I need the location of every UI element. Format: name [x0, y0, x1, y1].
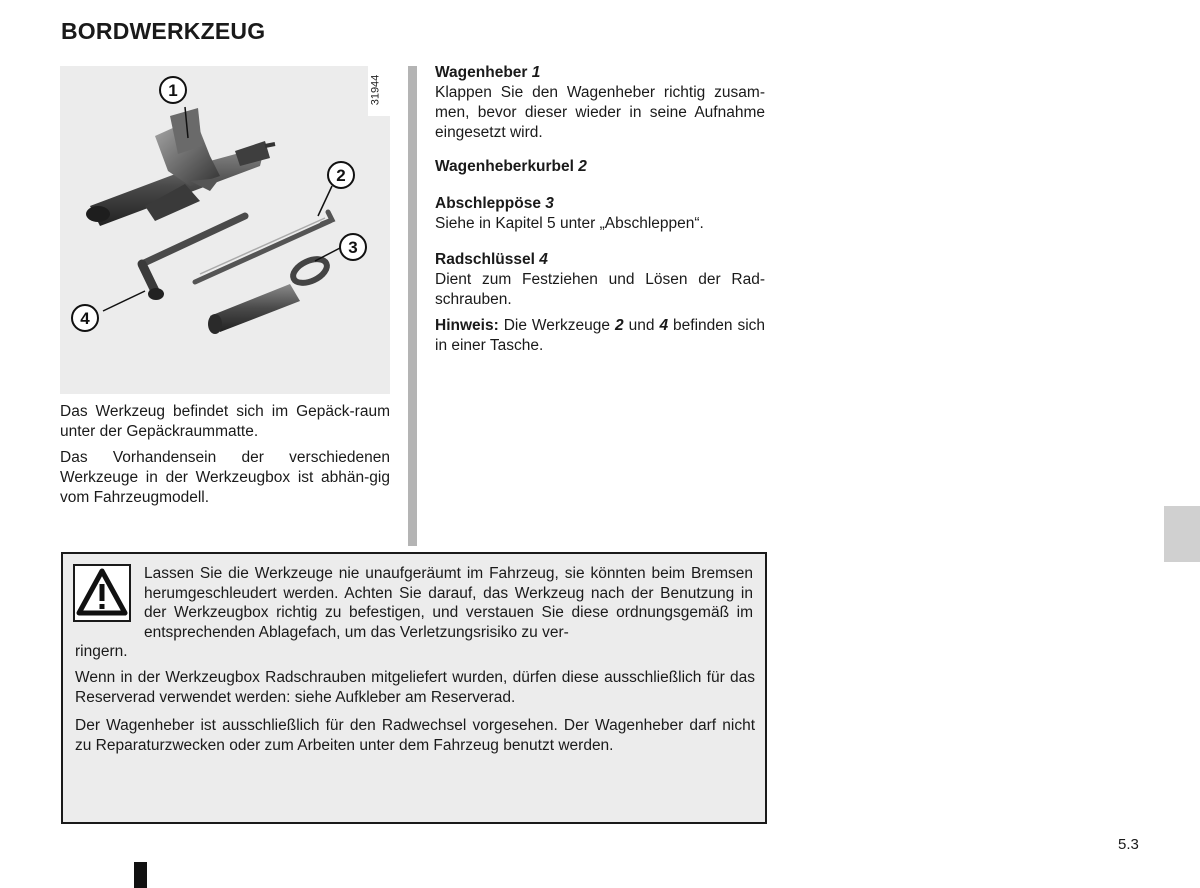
item-crank-number: 2 [578, 158, 587, 175]
page-title: BORDWERKZEUG [61, 18, 266, 44]
item-towing-eye-number: 3 [545, 195, 554, 212]
chapter-tab [1164, 506, 1200, 562]
warning-triangle-icon [73, 564, 131, 622]
item-jack-label: Wagenheber [435, 64, 528, 81]
item-jack [435, 63, 765, 143]
warning-paragraph-1-end: ringern. [75, 643, 128, 660]
left-paragraph-2: Das Vorhandensein der verschiedenen Werkzeuge in der Werkzeugbox ist abhän-gig vom Fahrzeugmodell. [60, 449, 390, 506]
item-crank [435, 157, 765, 177]
jack-drawing [86, 108, 275, 226]
callout-1-label: 1 [168, 81, 178, 100]
callout-4 [72, 305, 98, 331]
warning-paragraph-3: Der Wagenheber ist ausschließlich für den Radwechsel vorgesehen. Der Wagenheber darf nicht zu Reparaturzwecken oder zum Arbeiten unter dem Fahrzeug benutzt werden. [75, 717, 755, 754]
item-towing-eye-text: Siehe in Kapitel 5 unter „Abschleppen“. [435, 215, 704, 232]
note-text-1: Die Werkzeuge [503, 317, 611, 334]
note-label: Hinweis: [435, 317, 499, 334]
callout-3 [340, 234, 366, 260]
callout-2 [328, 162, 354, 188]
item-towing-eye [435, 194, 765, 234]
note-paragraph [435, 316, 765, 356]
column-divider [408, 66, 417, 546]
item-towing-eye-label: Abschleppöse [435, 195, 541, 212]
item-wheel-wrench-number: 4 [539, 251, 548, 268]
callout-2-label: 2 [336, 166, 346, 185]
crank-drawing [195, 212, 332, 282]
item-jack-number: 1 [531, 64, 541, 81]
note-text-2: und [628, 317, 655, 334]
note-text-3: befinden sich in einer Tasche. [435, 317, 766, 354]
left-paragraph-1: Das Werkzeug befindet sich im Gepäck-raum unter der Gepäckraummatte. [60, 403, 390, 440]
warning-paragraph-1: Lassen Sie die Werkzeuge nie unaufgeräumt im Fahrzeug, sie könnten beim Bremsen herumgeschleudert werden. Achten Sie darauf, das Werkzeug nach der Benutzung in der Werkzeugbox richtig zu befestigen, und verstauen Sie diese ordnungsgemäß im entsprechenden Ablagefach, um das Verletzungsrisiko zu ver- [144, 565, 753, 641]
item-wheel-wrench [435, 250, 765, 310]
wheel-wrench-drawing [142, 216, 245, 300]
note-number-a: 2 [615, 317, 624, 334]
page-number: 5.3 [1118, 836, 1139, 853]
item-jack-text: Klappen Sie den Wagenheber richtig zusam-men, bevor dieser wieder in seine Aufnahme eingesetzt wird. [435, 84, 765, 141]
warning-box [61, 552, 767, 824]
warning-paragraph-2: Wenn in der Werkzeugbox Radschrauben mitgeliefert wurden, dürfen diese ausschließlich für das Reserverad verwendet werden: siehe Aufkleber am Reserverad. [75, 669, 755, 706]
item-crank-label: Wagenheberkurbel [435, 158, 574, 175]
item-wheel-wrench-text: Dient zum Festziehen und Lösen der Rad-schrauben. [435, 271, 765, 308]
callout-3-label: 3 [348, 238, 358, 257]
figure-number-box [368, 66, 390, 116]
callout-4-label: 4 [80, 309, 90, 328]
note-number-b: 4 [659, 317, 669, 334]
callout-1 [160, 77, 186, 103]
figure-number: 31944 [369, 74, 382, 106]
item-wheel-wrench-label: Radschlüssel [435, 251, 535, 268]
tools-illustration [60, 66, 390, 394]
bottom-marker [134, 862, 147, 888]
